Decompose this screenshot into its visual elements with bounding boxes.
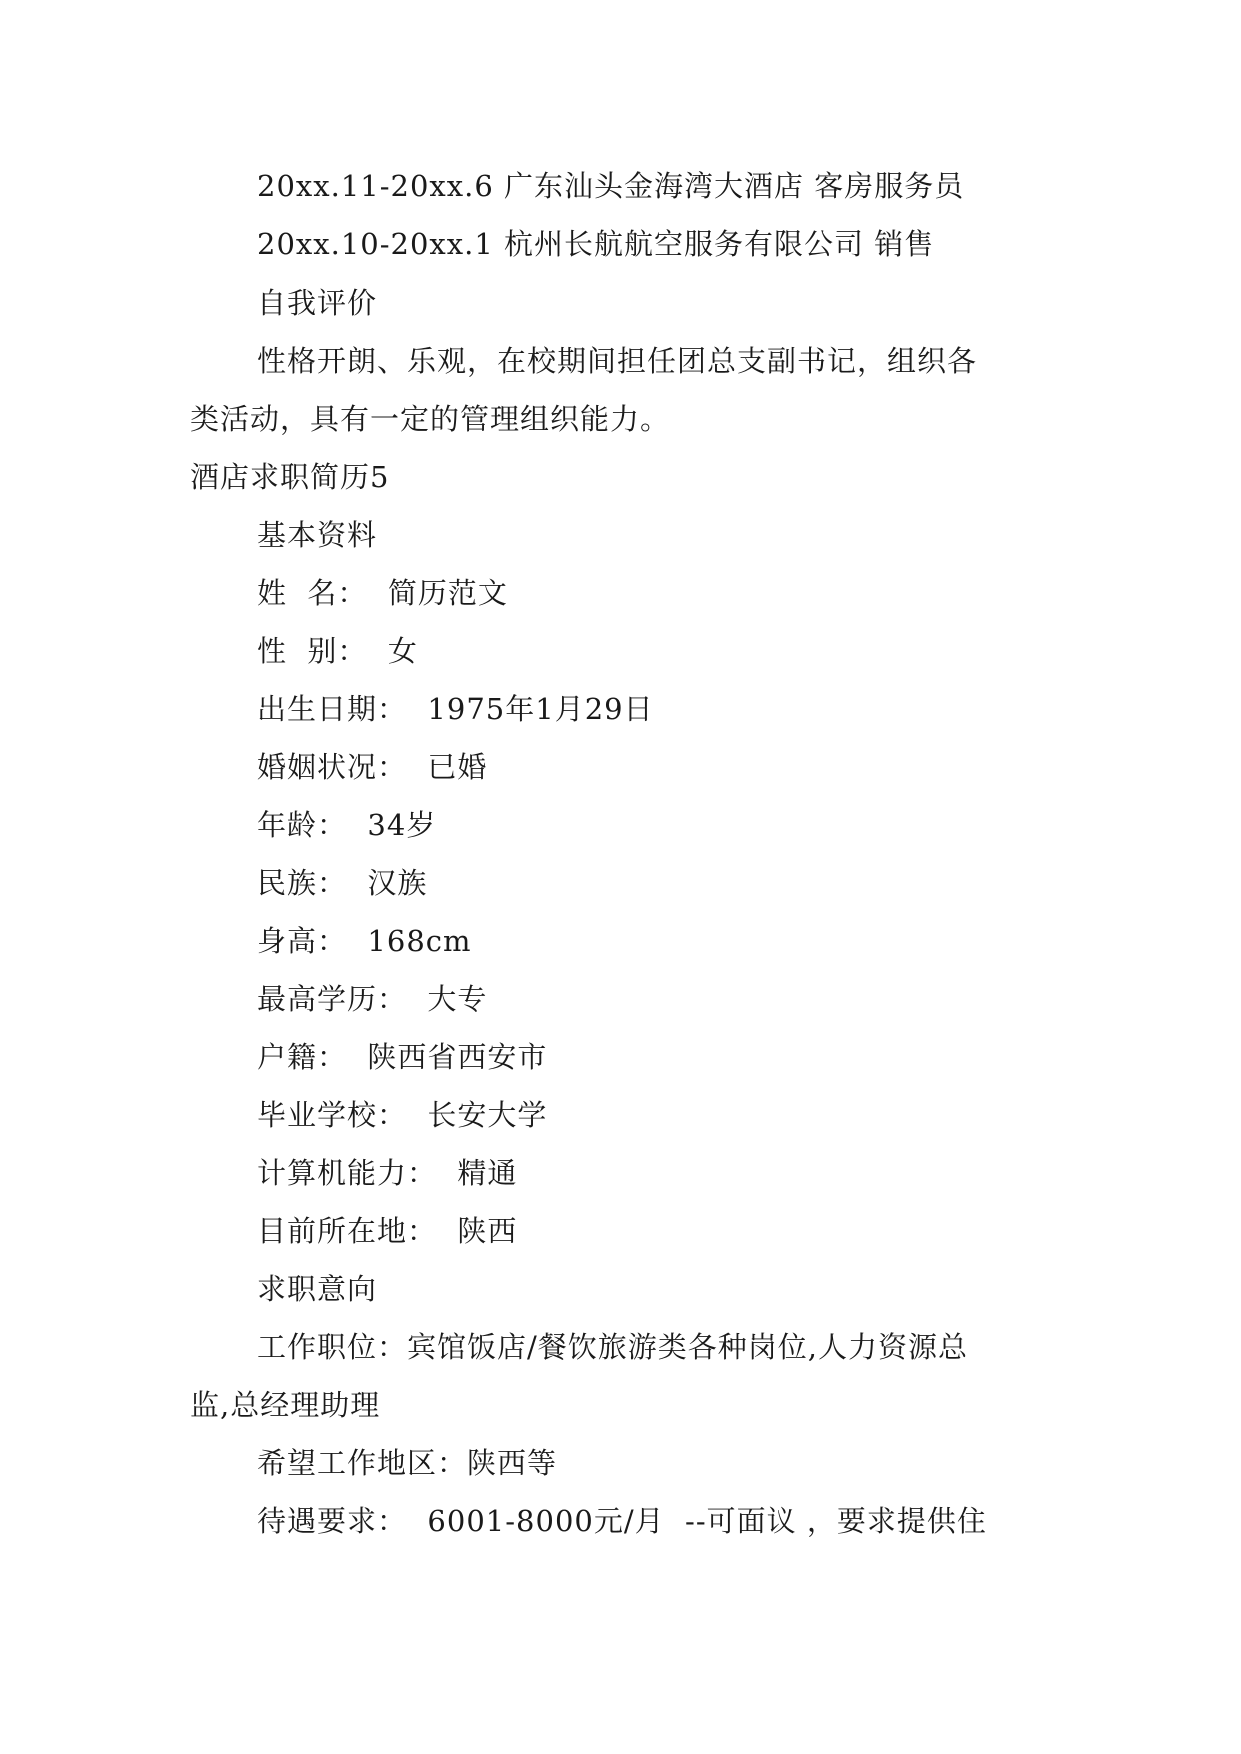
field-gender: 性 别： 女 — [257, 634, 418, 668]
work-history-line-1: 20xx.11-20xx.6 广东汕头金海湾大酒店 客房服务员 — [257, 169, 965, 203]
field-computer-skills: 计算机能力： 精通 — [257, 1156, 518, 1190]
field-age: 年龄： 34岁 — [257, 808, 437, 842]
field-current-location: 目前所在地： 陕西 — [257, 1214, 518, 1248]
field-graduated-school: 毕业学校： 长安大学 — [257, 1098, 548, 1132]
field-name: 姓 名： 简历范文 — [257, 576, 508, 610]
work-history-line-2: 20xx.10-20xx.1 杭州长航航空服务有限公司 销售 — [257, 227, 935, 261]
resume-title: 酒店求职简历5 — [190, 460, 390, 494]
section-heading-job-intention: 求职意向 — [257, 1272, 378, 1306]
field-household-registration: 户籍： 陕西省西安市 — [257, 1040, 548, 1074]
section-heading-self-evaluation: 自我评价 — [257, 286, 378, 320]
field-highest-education: 最高学历： 大专 — [257, 982, 488, 1016]
field-salary-requirement: 待遇要求： 6001-8000元/月 --可面议 ，要求提供住 — [257, 1504, 987, 1538]
field-height: 身高： 168cm — [257, 924, 472, 958]
field-birth-date: 出生日期： 1975年1月29日 — [257, 692, 654, 726]
field-job-position-line-1: 工作职位：宾馆饭店/餐饮旅游类各种岗位,人力资源总 — [257, 1330, 968, 1364]
self-evaluation-paragraph-line-1: 性格开朗、乐观，在校期间担任团总支副书记，组织各 — [257, 344, 978, 378]
field-marital-status: 婚姻状况： 已婚 — [257, 750, 488, 784]
field-desired-work-area: 希望工作地区：陕西等 — [257, 1446, 558, 1480]
self-evaluation-paragraph-line-2: 类活动，具有一定的管理组织能力。 — [190, 402, 671, 436]
field-ethnicity: 民族： 汉族 — [257, 866, 428, 900]
section-heading-basic-info: 基本资料 — [257, 518, 378, 552]
field-job-position-line-2: 监,总经理助理 — [190, 1388, 381, 1422]
